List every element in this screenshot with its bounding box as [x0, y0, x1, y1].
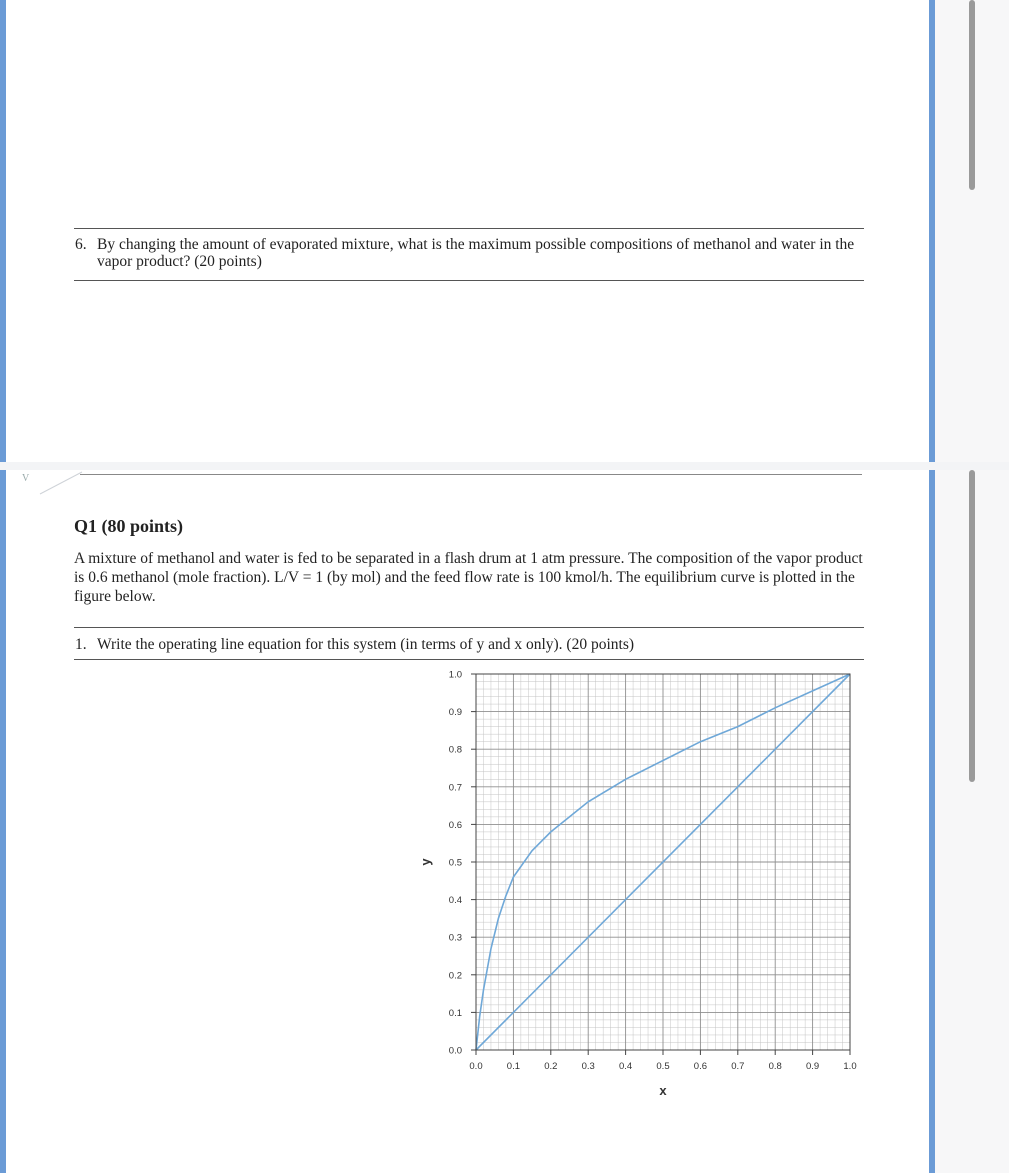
x-tick-label: 0.6	[693, 1061, 708, 1072]
x-tick-label: 0.0	[469, 1061, 483, 1072]
question-6-number: 6.	[75, 236, 87, 253]
y-tick-label: 0.0	[448, 1045, 462, 1057]
intro-paragraph: A mixture of methanol and water is fed to be separated in a flash drum at 1 atm pressure. The composition of the vapor product is 0.6 methanol (mole fraction). L/V = 1 (by mol) and the feed flow rate is 100 kmol/h. The equilibrium curve is plotted in the figure below.	[74, 550, 863, 605]
question-1-text: Write the operating line equation for this system (in terms of y and x only). (20 points)	[97, 636, 635, 653]
lower-rule-2	[74, 659, 864, 660]
upper-rule-1	[74, 228, 864, 229]
y-tick-label: 0.7	[448, 782, 462, 794]
x-tick-label: 1.0	[843, 1061, 857, 1072]
lower-rule-1	[74, 627, 864, 628]
x-tick-label: 0.5	[656, 1061, 670, 1072]
y-axis-label: y	[418, 858, 433, 866]
y-tick-label: 0.6	[448, 819, 462, 831]
question-6	[75, 236, 865, 270]
left-border-top	[0, 0, 6, 462]
x-tick-label: 0.7	[731, 1061, 745, 1072]
y-tick-label: 0.9	[448, 707, 462, 719]
question-6-text: By changing the amount of evaporated mixture, what is the maximum possible compositions of methanol and water in the vapor product? (20 points)	[97, 236, 855, 270]
x-tick-label: 0.4	[618, 1061, 633, 1072]
x-tick-labels	[469, 1061, 856, 1072]
y-tick-label: 0.3	[448, 932, 462, 944]
corner-mark: V	[22, 473, 30, 484]
y-tick-labels	[449, 670, 462, 1057]
scrollbar-thumb-top[interactable]	[969, 0, 975, 190]
page-gap	[0, 462, 1009, 470]
equilibrium-chart	[410, 662, 870, 1112]
question-heading: Q1 (80 points)	[74, 516, 184, 536]
y-tick-label: 1.0	[448, 669, 462, 681]
question-1-number: 1.	[75, 636, 87, 653]
x-axis-label: x	[659, 1083, 667, 1098]
y-tick-label: 0.8	[448, 744, 462, 756]
lower-top-rule	[80, 474, 862, 475]
y-tick-label: 0.5	[448, 857, 462, 869]
y-tick-label: 0.4	[448, 895, 462, 907]
upper-rule-2	[74, 280, 864, 281]
left-border-bottom	[0, 470, 6, 1173]
y-tick-label: 0.1	[448, 1007, 462, 1019]
x-tick-label: 0.2	[544, 1061, 558, 1072]
y-tick-label: 0.2	[448, 970, 462, 982]
x-tick-label: 0.3	[581, 1061, 595, 1072]
question-1	[75, 636, 865, 653]
x-tick-label: 0.1	[506, 1061, 521, 1072]
upper-page	[0, 0, 1009, 462]
lower-page	[0, 470, 1009, 1173]
scrollbar-thumb-bottom[interactable]	[969, 470, 975, 782]
x-tick-label: 0.9	[805, 1061, 820, 1072]
x-tick-label: 0.8	[768, 1061, 782, 1072]
